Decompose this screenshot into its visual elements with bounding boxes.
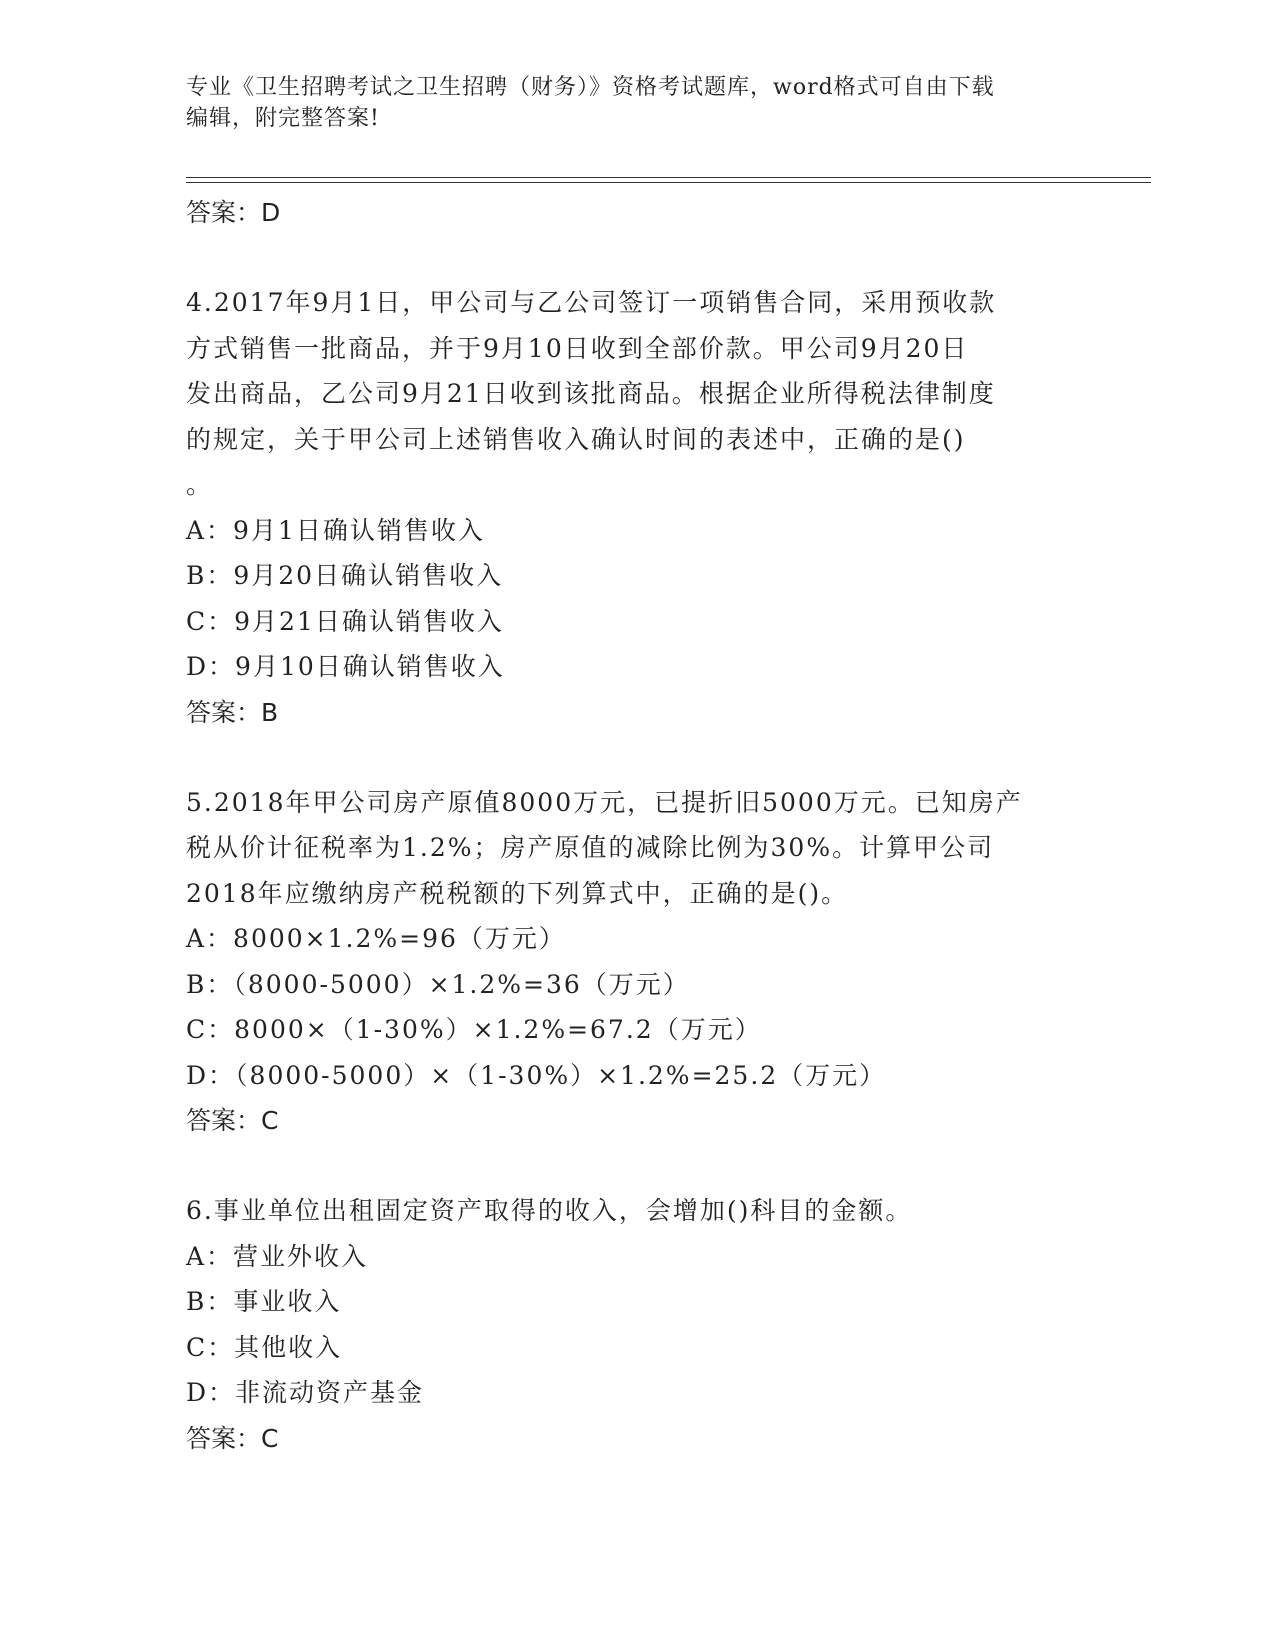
document-header xyxy=(186,72,1086,134)
option-d: D：（8000-5000）×（1-30%）×1.2%=25.2（万元） xyxy=(186,1060,887,1090)
question-stem xyxy=(186,780,1086,917)
option-a: A：9月1日确认销售收入 xyxy=(186,515,485,545)
stem-line: 5.2018年甲公司房产原值8000万元，已提折旧5000万元。已知房产 xyxy=(186,787,1023,817)
answer-line: 答案：D xyxy=(186,198,281,227)
stem-line: 发出商品，乙公司9月21日收到该批商品。根据企业所得税法律制度 xyxy=(186,379,996,408)
option-a: A：8000×1.2%=96（万元） xyxy=(186,924,566,953)
question-list xyxy=(186,190,1086,1462)
option-c: C：9月21日确认销售收入 xyxy=(186,606,504,636)
option-b: B：9月20日确认销售收入 xyxy=(186,561,504,590)
option-c: C：其他收入 xyxy=(186,1332,343,1362)
stem-line: 。 xyxy=(186,470,214,499)
option-a: A：营业外收入 xyxy=(186,1241,369,1271)
header-divider-bottom xyxy=(186,182,1151,183)
question-stem xyxy=(186,1188,1086,1234)
stem-line: 方式销售一批商品，并于9月10日收到全部价款。甲公司9月20日 xyxy=(186,333,969,363)
stem-line: 6.事业单位出租固定资产取得的收入，会增加()科目的金额。 xyxy=(186,1196,913,1225)
option-b: B：（8000-5000）×1.2%=36（万元） xyxy=(186,969,690,999)
header-divider-top xyxy=(186,177,1151,178)
option-c: C：8000×（1-30%）×1.2%=67.2（万元） xyxy=(186,1015,762,1044)
answer-line: 答案：B xyxy=(186,697,279,727)
header-line-2: 编辑，附完整答案! xyxy=(186,106,380,131)
option-d: D：非流动资产基金 xyxy=(186,1378,425,1407)
option-d: D：9月10日确认销售收入 xyxy=(186,652,505,681)
question-6 xyxy=(186,1188,1086,1462)
stem-line: 的规定，关于甲公司上述销售收入确认时间的表述中，正确的是() xyxy=(186,424,966,454)
option-b: B：事业收入 xyxy=(186,1287,342,1316)
stem-line: 2018年应缴纳房产税税额的下列算式中，正确的是()。 xyxy=(186,878,849,908)
stem-line: 税从价计征税率为1.2%；房产原值的减除比例为30%。计算甲公司 xyxy=(186,833,995,862)
answer-line: 答案：C xyxy=(186,1423,279,1453)
header-line-1: 专业《卫生招聘考试之卫生招聘（财务）》资格考试题库，word格式可自由下载 xyxy=(186,75,995,100)
question-stem xyxy=(186,280,1086,508)
answer-line: 答案：C xyxy=(186,1106,279,1135)
question-5 xyxy=(186,780,1086,1145)
stem-line: 4.2017年9月1日，甲公司与乙公司签订一项销售合同，采用预收款 xyxy=(186,288,997,317)
question-4 xyxy=(186,280,1086,736)
